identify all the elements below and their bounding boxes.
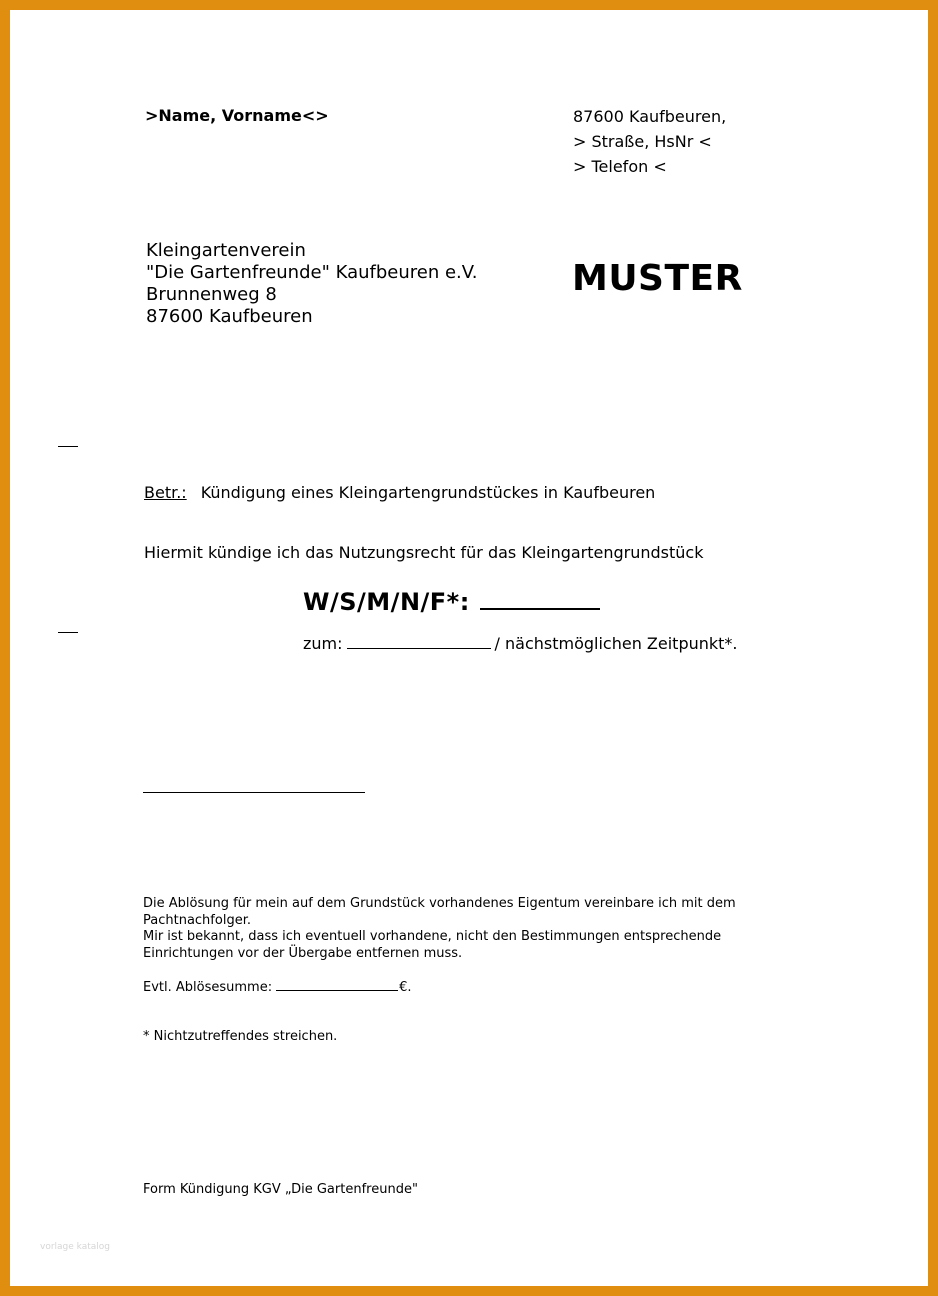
notes-block [143, 896, 736, 962]
notes-line-2: Pachtnachfolger. [143, 912, 251, 928]
form-footer: Form Kündigung KGV „Die Gartenfreunde" [143, 1182, 418, 1197]
body-intro: Hiermit kündige ich das Nutzungsrecht für das Kleingartengrundstück [144, 543, 704, 562]
fold-mark-top [58, 446, 78, 447]
recipient-address [146, 240, 477, 328]
amount-currency: €. [399, 980, 412, 995]
recipient-line-4: 87600 Kaufbeuren [146, 306, 313, 327]
sender-street-placeholder: > Straße, HsNr < [573, 132, 712, 151]
muster-stamp: MUSTER [572, 258, 743, 299]
plot-blank-line[interactable] [480, 584, 600, 610]
recipient-line-3: Brunnenweg 8 [146, 284, 277, 305]
date-suffix: / nächstmöglichen Zeitpunkt*. [494, 634, 738, 653]
recipient-line-2: "Die Gartenfreunde" Kaufbeuren e.V. [146, 262, 478, 283]
notes-line-1: Die Ablösung für mein auf dem Grundstück vorhandenes Eigentum vereinbare ich mit dem [143, 896, 736, 911]
notes-line-4: Einrichtungen vor der Übergabe entfernen muss. [143, 945, 463, 961]
amount-label: Evtl. Ablösesumme: [143, 980, 273, 995]
date-prefix: zum: [303, 634, 343, 653]
signature-line[interactable] [143, 792, 365, 793]
subject-text: Kündigung eines Kleingartengrundstückes in Kaufbeuren [200, 483, 656, 502]
subject-label: Betr.: [144, 483, 187, 502]
watermark: vorlage katalog [40, 1242, 110, 1252]
letter-page [10, 10, 928, 1286]
sender-phone-placeholder: > Telefon < [573, 157, 667, 176]
sender-name-placeholder: >Name, Vorname<> [145, 106, 329, 125]
date-blank-line[interactable] [347, 634, 491, 649]
notes-line-3: Mir ist bekannt, dass ich eventuell vorhandene, nicht den Bestimmungen entsprechende [143, 929, 722, 944]
fold-mark-middle [58, 632, 78, 633]
sender-city: 87600 Kaufbeuren, [573, 107, 727, 126]
plot-field [303, 584, 600, 616]
plot-label: W/S/M/N/F*: [303, 588, 470, 616]
footnote: * Nichtzutreffendes streichen. [143, 1029, 338, 1044]
termination-date-field [303, 634, 738, 653]
subject-line [144, 483, 655, 502]
recipient-line-1: Kleingartenverein [146, 240, 306, 261]
amount-blank-line[interactable] [276, 979, 398, 991]
amount-field [143, 979, 412, 995]
